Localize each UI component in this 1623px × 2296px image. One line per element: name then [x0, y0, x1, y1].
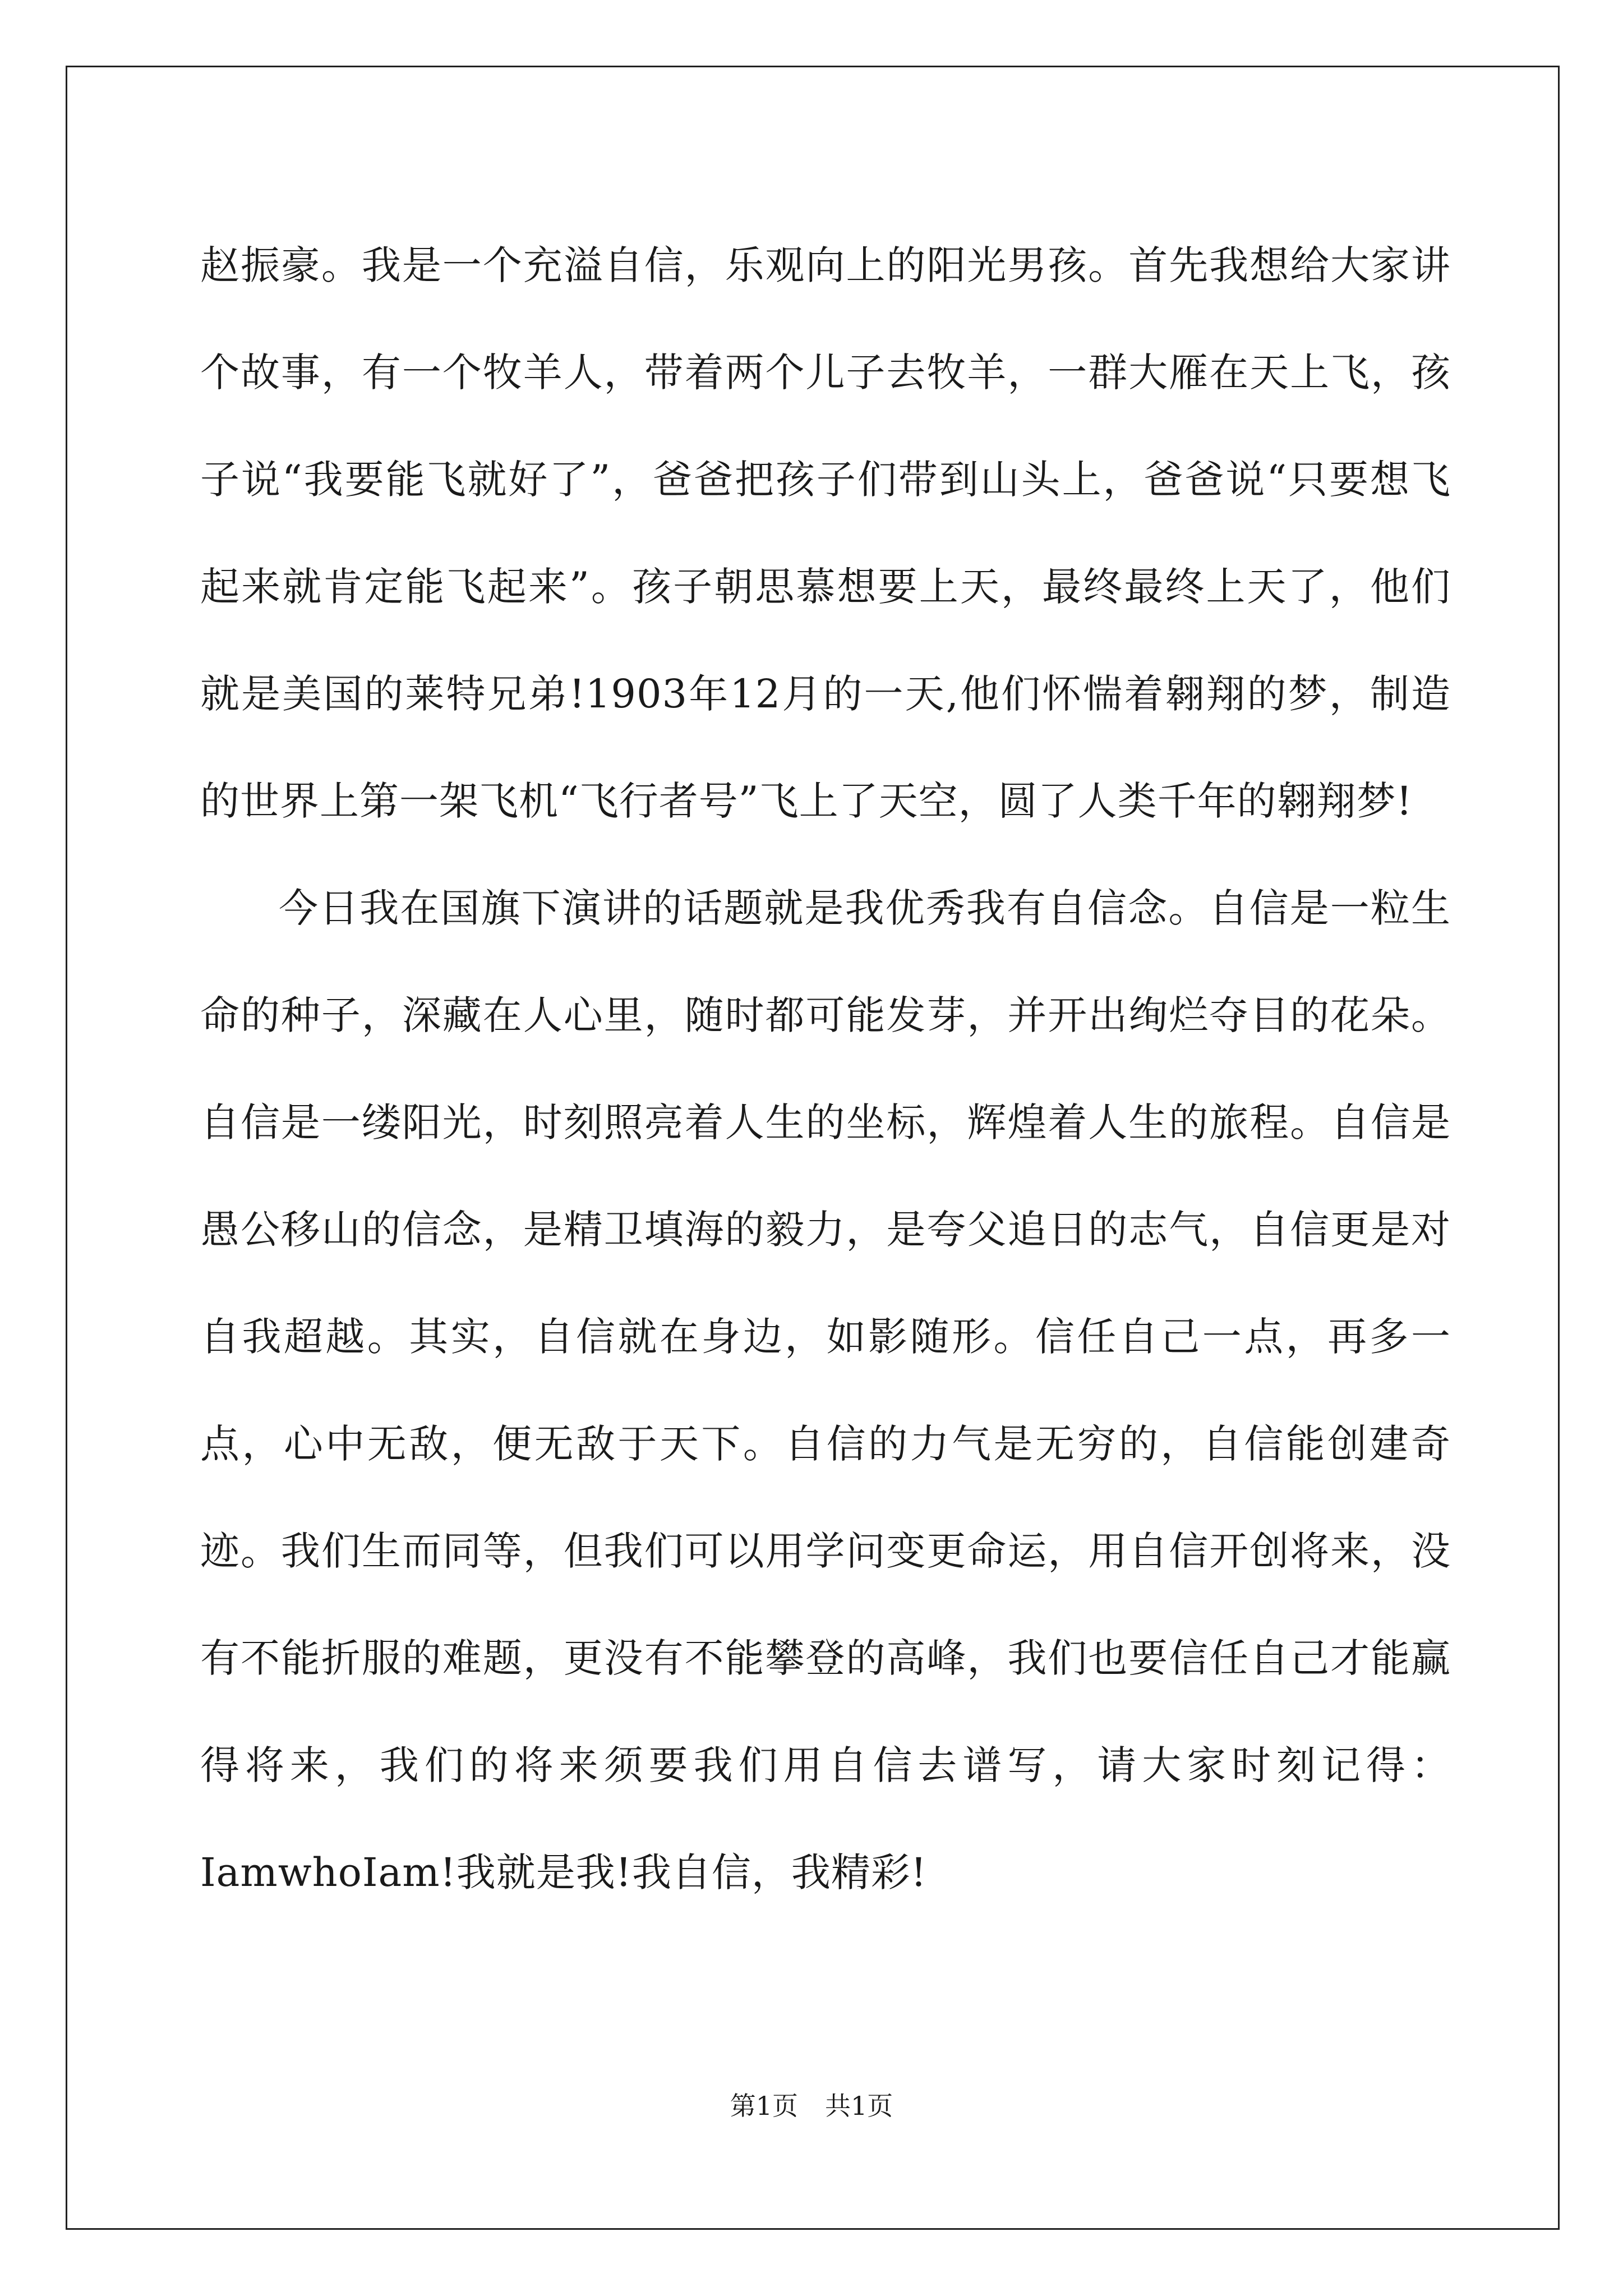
paragraph-2: 今日我在国旗下演讲的话题就是我优秀我有自信念。自信是一粒生命的种子，深藏在人心里，随时都可能发芽，并开出绚烂夺目的花朵。自信是一缕阳光，时刻照亮着人生的坐标，辉煌着人生的旅程。自信是愚公移山的信念，是精卫填海的毅力，是夸父追日的志气，自信更是对自我超越。其实，自信就在身边，如影随形。信任自己一点，再多一点，心中无敌，便无敌于天下。自信的力气是无穷的，自信能创建奇迹。我们生而同等，但我们可以用学问变更命运，用自信开创将来，没有不能折服的难题，更没有不能攀登的高峰，我们也要信任自己才能赢得将来，我们的将来须要我们用自信去谱写，请大家时刻记得：IamwhoIam!我就是我!我自信，我精彩! [200, 885, 1451, 1895]
paragraph-1: 赵振豪。我是一个充溢自信，乐观向上的阳光男孩。首先我想给大家讲个故事，有一个牧羊人，带着两个儿子去牧羊，一群大雁在天上飞，孩子说“我要能飞就好了”，爸爸把孩子们带到山头上，爸爸说“只要想飞起来就肯定能飞起来”。孩子朝思慕想要上天，最终最终上天了，他们就是美国的莱特兄弟!1903年12月的一天,他们怀惴着翱翔的梦，制造的世界上第一架飞机“飞行者号”飞上了天空，圆了人类千年的翱翔梦! [200, 242, 1451, 824]
page-number: 第1页 [730, 2091, 798, 2121]
page-total: 共1页 [825, 2091, 893, 2121]
document-body [200, 212, 1451, 1926]
page-footer [0, 2086, 1623, 2123]
